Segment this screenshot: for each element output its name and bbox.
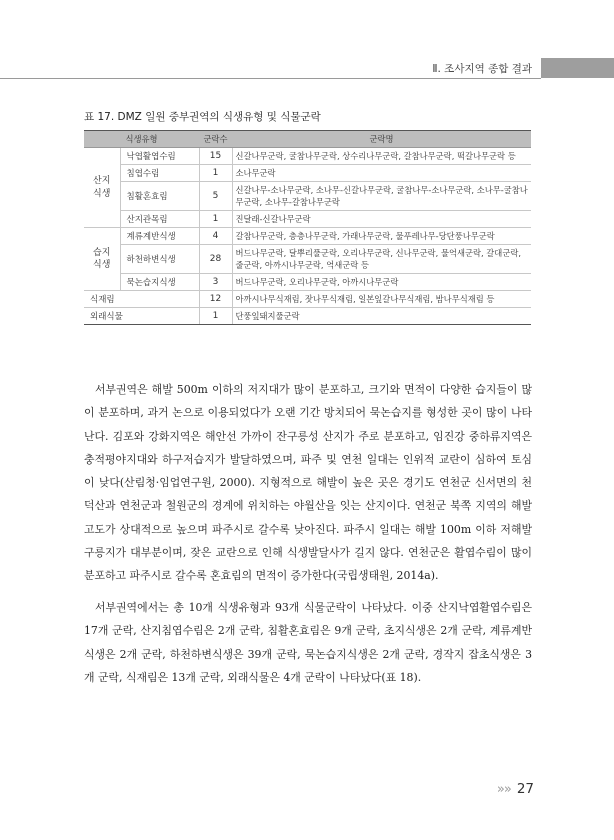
group-label-mountain: 산지 식생 xyxy=(84,148,120,228)
community-count-cell: 3 xyxy=(199,274,232,291)
community-count-cell: 1 xyxy=(199,308,232,325)
page-footer xyxy=(497,781,534,797)
header-vegetation-type: 식생유형 xyxy=(84,131,199,148)
table-row xyxy=(84,228,531,245)
vegetation-type-cell: 산지관목림 xyxy=(120,211,199,228)
vegetation-type-cell: 낙엽활엽수림 xyxy=(120,148,199,165)
header-rule xyxy=(0,78,541,79)
vegetation-type-cell: 외래식물 xyxy=(84,308,199,325)
table-row xyxy=(84,211,531,228)
community-count-cell: 1 xyxy=(199,211,232,228)
table-row xyxy=(84,245,531,274)
page-number: 27 xyxy=(516,781,534,797)
body-paragraph-2 xyxy=(84,596,532,689)
community-count-cell: 1 xyxy=(199,165,232,182)
vegetation-type-cell: 묵논습지식생 xyxy=(120,274,199,291)
community-names-cell: 버드나무군락, 달뿌리풀군락, 오리나무군락, 신나무군락, 물억새군락, 갈대군락, 줄군락, 아까시나무군락, 억새군락 등 xyxy=(232,245,531,274)
community-names-cell: 진달래-신갈나무군락 xyxy=(232,211,531,228)
vegetation-type-cell: 침엽수림 xyxy=(120,165,199,182)
table-header-row xyxy=(84,131,531,148)
community-names-cell: 갈참나무군락, 층층나무군락, 가래나무군락, 물푸레나무-당단풍나무군락 xyxy=(232,228,531,245)
community-count-cell: 12 xyxy=(199,291,232,308)
paragraph-text: 서부권역은 해발 500m 이하의 저지대가 많이 분포하고, 크기와 면적이 다양한 습지들이 많이 분포하며, 과거 논으로 이용되었다가 오랜 기간 방치되어 묵논습지를 형성한 곳이 많이 나타난다. 김포와 강화지역은 해안선 가까이 잔구릉성 산지가 주로 분포하고, 임진강 중하류지역은 충적평야지대와 하구저습지가 발달하였으며, 파주 및 연천 일대는 인위적 교란이 심하여 토심이 낮다(산림청·임업연구원, 2000). 지형적으로 해발이 높은 곳은 경기도 연천군 신서면의 천덕산과 연천군과 철원군의 경계에 위치하는 야월산을 잇는 산지이다. 연천군 북쪽 지역의 해발고도가 상대적으로 높으며 파주시로 갈수록 낮아진다. 파주시 일대는 해발 100m 이하 저해발 구릉지가 대부분이며, 잦은 교란으로 인해 식생발달사가 길지 않다. 연천군은 활엽수림이 많이 분포하고 파주시로 갈수록 혼효림의 면적이 증가한다(국립생태원, 2014a). xyxy=(84,383,532,583)
table-row xyxy=(84,165,531,182)
vegetation-type-cell: 하천하변식생 xyxy=(120,245,199,274)
header-tab-marker xyxy=(541,58,614,78)
header-community-names: 군락명 xyxy=(232,131,531,148)
vegetation-table xyxy=(84,130,531,325)
community-names-cell: 신갈나무-소나무군락, 소나무-신갈나무군락, 굴참나무-소나무군락, 소나무-굴참나무군락, 소나무-갈참나무군락 xyxy=(232,182,531,211)
community-names-cell: 소나무군락 xyxy=(232,165,531,182)
paragraph-text: 서부권역에서는 총 10개 식생유형과 93개 식물군락이 나타났다. 이중 산지낙엽활엽수림은 17개 군락, 산지침엽수림은 2개 군락, 침활혼효림은 9개 군락, 초지식생은 2개 군락, 계류계반식생은 2개 군락, 하천하변식생은 39개 군락, 묵논습지식생은 2개 군락, 경작지 잡초식생은 3개 군락, 식재림은 13개 군락, 외래식물은 4개 군락이 나타났다(표 18). xyxy=(84,601,532,684)
table-row xyxy=(84,274,531,291)
community-names-cell: 아까시나무식재림, 잣나무식재림, 일본잎갈나무식재림, 밤나무식재림 등 xyxy=(232,291,531,308)
community-count-cell: 5 xyxy=(199,182,232,211)
table-row xyxy=(84,308,531,325)
table-row xyxy=(84,148,531,165)
chevrons-icon: »» xyxy=(496,781,511,797)
body-paragraph-1 xyxy=(84,378,532,588)
header-community-count: 군락수 xyxy=(199,131,232,148)
table-row xyxy=(84,291,531,308)
vegetation-type-cell: 식재림 xyxy=(84,291,199,308)
table-caption: 표 17. DMZ 일원 중부권역의 식생유형 및 식물군락 xyxy=(84,111,321,123)
group-label-wetland: 습지 식생 xyxy=(84,228,120,291)
community-names-cell: 버드나무군락, 오리나무군락, 아까시나무군락 xyxy=(232,274,531,291)
vegetation-type-cell: 침활혼효림 xyxy=(120,182,199,211)
vegetation-type-cell: 계류계반식생 xyxy=(120,228,199,245)
community-count-cell: 28 xyxy=(199,245,232,274)
community-count-cell: 4 xyxy=(199,228,232,245)
community-names-cell: 단풍잎돼지풀군락 xyxy=(232,308,531,325)
table-row xyxy=(84,182,531,211)
community-names-cell: 신갈나무군락, 굴참나무군락, 상수리나무군락, 갈참나무군락, 떡갈나무군락 등 xyxy=(232,148,531,165)
community-count-cell: 15 xyxy=(199,148,232,165)
section-title: Ⅱ. 조사지역 종합 결과 xyxy=(432,63,532,75)
